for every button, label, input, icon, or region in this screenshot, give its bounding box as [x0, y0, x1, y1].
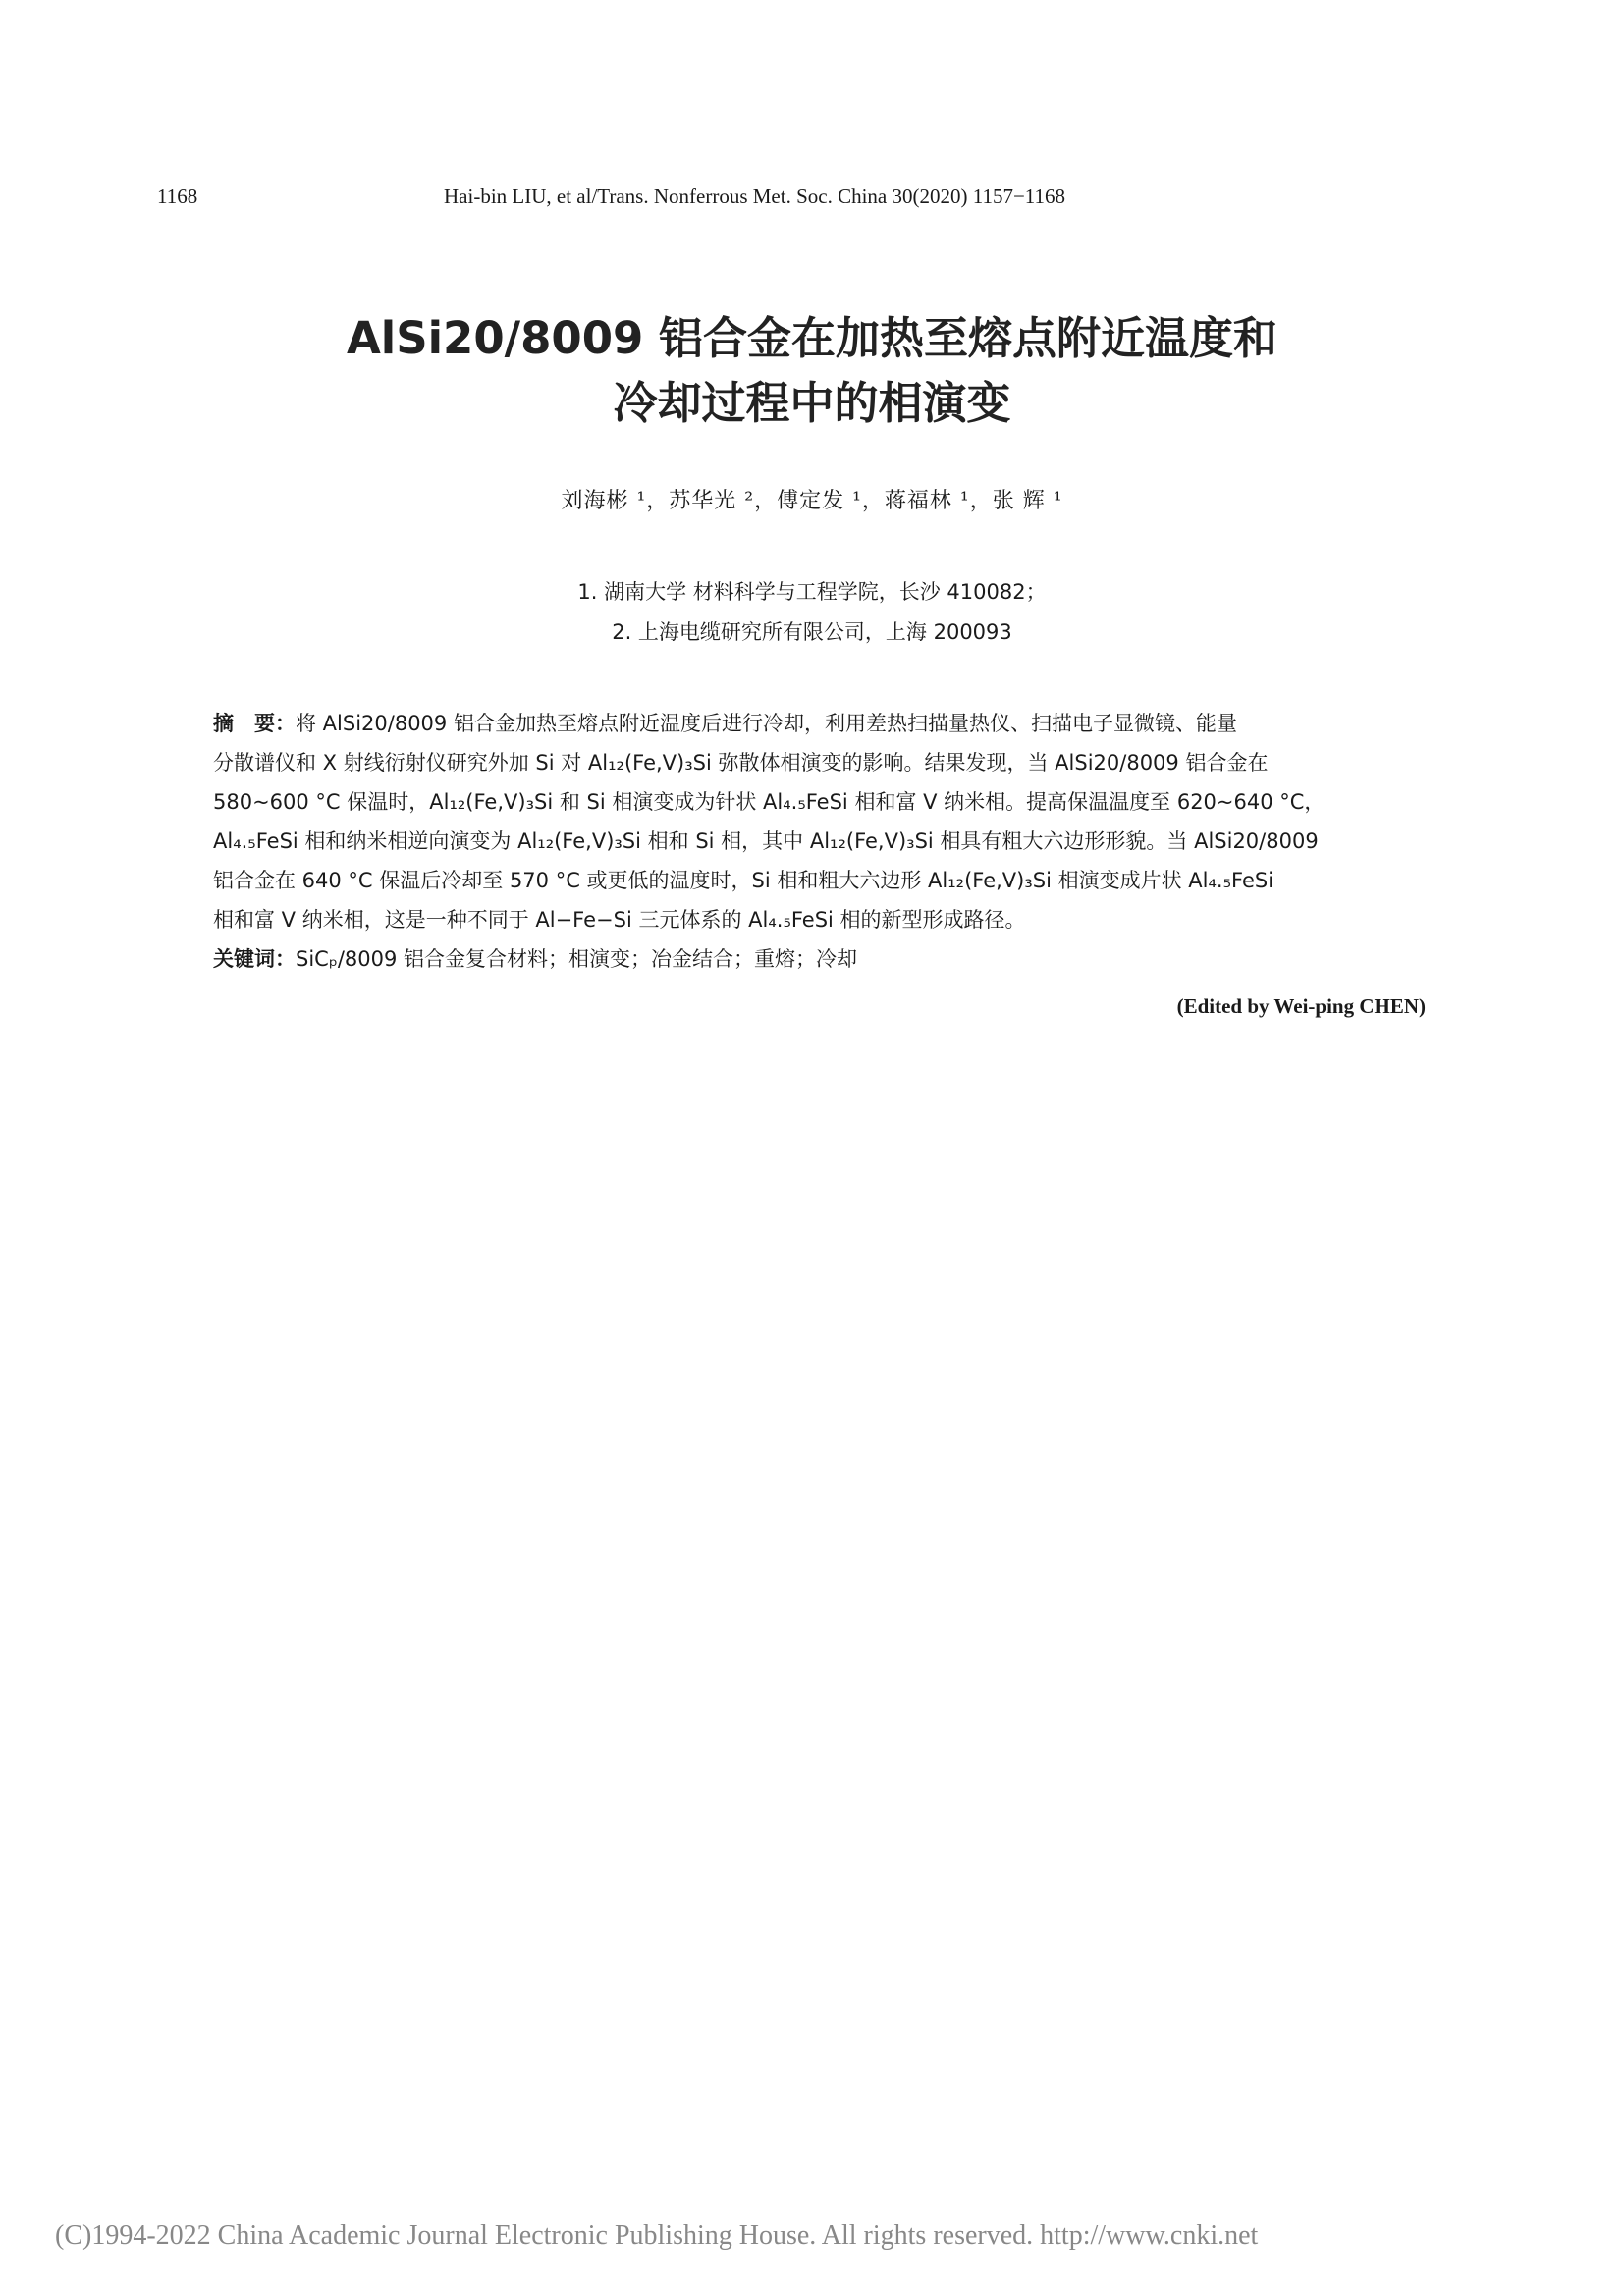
affiliation-2: 2. 上海电缆研究所有限公司，上海 200093 [612, 620, 1012, 644]
abstract-line: 相和富 V 纳米相，这是一种不同于 Al−Fe−Si 三元体系的 Al₄.₅FeSi 相的新型形成路径。 [213, 908, 1026, 932]
copyright-footer: (C)1994-2022 China Academic Journal Electronic Publishing House. All rights reserved. http://www.cnki.net [55, 2220, 1259, 2251]
title-line-2: 冷却过程中的相演变 [613, 377, 1011, 429]
keywords-label: 关键词： [213, 947, 296, 971]
abstract-line: Al₄.₅FeSi 相和纳米相逆向演变为 Al₁₂(Fe,V)₃Si 相和 Si 相，其中 Al₁₂(Fe,V)₃Si 相具有粗大六边形形貌。当 AlSi20/8009 [213, 829, 1319, 853]
running-header [0, 185, 1624, 214]
edited-by: (Edited by Wei-ping CHEN) [1176, 994, 1426, 1018]
affiliation-list [0, 572, 1624, 653]
affiliation-1: 1. 湖南大学 材料科学与工程学院，长沙 410082； [577, 580, 1047, 604]
abstract-line: 铝合金在 640 °C 保温后冷却至 570 °C 或更低的温度时，Si 相和粗大六边形 Al₁₂(Fe,V)₃Si 相演变成片状 Al₄.₅FeSi [213, 869, 1274, 892]
abstract-text-1: 将 AlSi20/8009 铝合金加热至熔点附近温度后进行冷却，利用差热扫描量热仪、扫描电子显微镜、能量 [296, 712, 1237, 735]
abstract-line [213, 704, 1426, 743]
paper-title [0, 306, 1624, 436]
page-number: 1168 [157, 185, 198, 208]
abstract-line: 580~600 °C 保温时，Al₁₂(Fe,V)₃Si 和 Si 相演变成为针状 Al₄.₅FeSi 相和富 V 纳米相。提高保温温度至 620~640 °C， [213, 790, 1326, 814]
author-list: 刘海彬 ¹，苏华光 ²，傅定发 ¹，蒋福林 ¹，张 辉 ¹ [561, 489, 1063, 513]
keywords-line [213, 939, 1426, 979]
abstract-block [213, 704, 1426, 979]
abstract-label: 摘 要： [213, 712, 296, 735]
abstract-line: 分散谱仪和 X 射线衍射仪研究外加 Si 对 Al₁₂(Fe,V)₃Si 弥散体相演变的影响。结果发现，当 AlSi20/8009 铝合金在 [213, 751, 1269, 774]
keywords-text: SiCₚ/8009 铝合金复合材料；相演变；冶金结合；重熔；冷却 [296, 947, 858, 971]
title-line-1: AlSi20/8009 铝合金在加热至熔点附近温度和 [346, 312, 1278, 364]
journal-citation: Hai-bin LIU, et al/Trans. Nonferrous Met. Soc. China 30(2020) 1157−1168 [444, 185, 1066, 208]
